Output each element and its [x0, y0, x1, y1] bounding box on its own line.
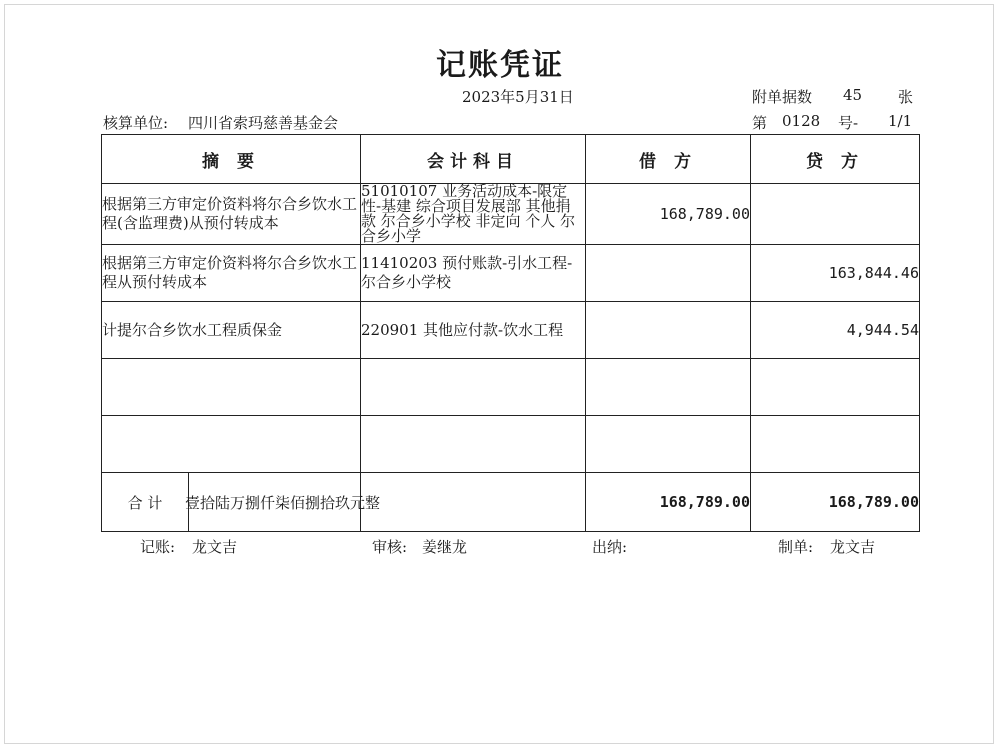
bookkeeper-label: 记账:: [140, 538, 176, 556]
table-row: [102, 184, 920, 245]
preparer-label: 制单:: [778, 538, 814, 556]
voucher-table: [101, 134, 920, 532]
reviewer-label: 审核:: [372, 538, 408, 556]
cashier-label: 出纳:: [592, 538, 628, 556]
number-prefix: 第: [752, 114, 768, 132]
table-row: [102, 416, 920, 473]
row-summary: 根据第三方审定价资料将尔合乡饮水工程从预付转成本: [102, 245, 361, 302]
total-debit: 168,789.00: [586, 473, 751, 532]
unit-name: 四川省索玛慈善基金会: [188, 114, 339, 132]
total-amount-in-words: 壹拾陆万捌仟柒佰捌拾玖元整: [185, 493, 381, 512]
row-credit: [751, 184, 920, 245]
voucher-title: 记账凭证: [436, 48, 564, 83]
row-debit: [586, 302, 751, 359]
row-debit: [586, 245, 751, 302]
bookkeeper-name: 龙文吉: [192, 538, 238, 556]
table-row: [102, 302, 920, 359]
attachments-count: 45: [843, 86, 863, 104]
header-row: [102, 135, 920, 184]
header-debit: 借 方: [586, 135, 751, 184]
header-summary: 摘 要: [102, 135, 361, 184]
table-row: [102, 359, 920, 416]
row-account: 51010107 业务活动成本-限定性-基建 综合项目发展部 其他捐款 尔合乡小学校 非定向 个人 尔合乡小学: [361, 184, 586, 245]
row-credit: [751, 359, 920, 416]
row-account: 220901 其他应付款-饮水工程: [361, 302, 586, 359]
number-suffix: 号-: [838, 114, 859, 132]
preparer-name: 龙文吉: [830, 538, 876, 556]
unit-label: 核算单位:: [103, 114, 169, 132]
total-label: 合 计: [102, 473, 189, 531]
attachments-unit: 张: [898, 88, 914, 106]
attachments-label: 附单据数: [752, 88, 813, 106]
row-summary: 根据第三方审定价资料将尔合乡饮水工程(含监理费)从预付转成本: [102, 184, 361, 245]
page-index: 1/1: [888, 112, 913, 130]
row-debit: [586, 359, 751, 416]
total-words-cell: [185, 473, 586, 532]
total-row: [102, 473, 920, 532]
row-credit: 163,844.46: [751, 245, 920, 302]
row-credit: 4,944.54: [751, 302, 920, 359]
reviewer-name: 姜继龙: [422, 538, 468, 556]
row-account: 11410203 预付账款-引水工程-尔合乡小学校: [361, 245, 586, 302]
header-account: 会计科目: [361, 135, 586, 184]
row-summary: 计提尔合乡饮水工程质保金: [102, 302, 361, 359]
voucher-date: 2023年5月31日: [462, 88, 574, 106]
row-summary: [102, 416, 361, 473]
voucher-number: 0128: [782, 112, 821, 130]
row-account: [361, 359, 586, 416]
row-summary: [102, 359, 361, 416]
row-credit: [751, 416, 920, 473]
row-debit: 168,789.00: [586, 184, 751, 245]
table-row: [102, 245, 920, 302]
header-credit: 贷 方: [751, 135, 920, 184]
row-debit: [586, 416, 751, 473]
row-account: [361, 416, 586, 473]
total-credit: 168,789.00: [751, 473, 920, 532]
